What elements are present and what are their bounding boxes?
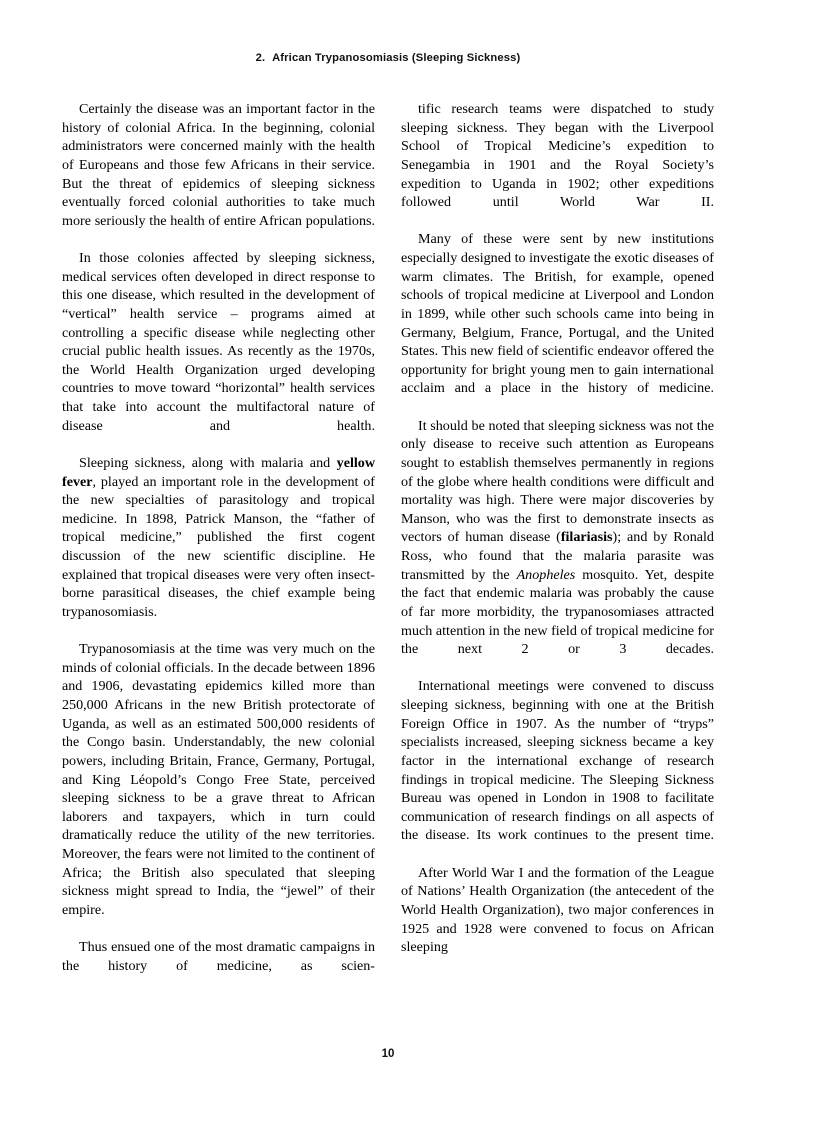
paragraph: After World War I and the formation of the League of Nations’ Health Organization (the antecedent of the World Health Organization), two major conferences in 1925 and 1928 were convened to focus on African sleeping	[401, 864, 714, 956]
right-text-column	[401, 100, 714, 1030]
paragraph: Certainly the disease was an important factor in the history of colonial Africa. In the beginning, colonial administrators were concerned mainly with the health of Europeans and those few Africans in their service. But the threat of epidemics of sleeping sickness eventually forced colonial authorities to take much more seriously the health of entire African populations.	[62, 101, 375, 229]
paragraph	[401, 417, 714, 678]
chapter-number: 2.	[255, 52, 266, 64]
paragraph: Many of these were sent by new institutions especially designed to investigate the exotic diseases of warm climates. The British, for example, opened schools of tropical medicine at Liverpool and London in 1899, while other such schools came into being in Germany, Belgium, France, Portugal, and the United States. This new field of scientific endeavor offered the opportunity for bright young men to gain international acclaim and a place in the history of medicine.	[401, 231, 714, 397]
page-number: 10	[381, 1048, 395, 1060]
paragraph: Thus ensued one of the most dramatic campaigns in the history of medicine, as scien-	[62, 939, 375, 974]
text-run: , played an important role in the development of the new specialties of parasitology and tropical medicine. In 1898, Patrick Manson, the “father of tropical medicine,” published the first cogent discussion of the new scientific discipline. He explained that tropical diseases were very often insect-borne parasitical diseases, the chief example being trypanosomiasis.	[62, 473, 375, 620]
left-text-column	[62, 100, 375, 1030]
bold-term: filariasis	[560, 529, 613, 546]
paragraph: tific research teams were dispatched to study sleeping sickness. They began with the Liverpool School of Tropical Medicine’s expedition to Senegambia in 1901 and the Royal Society’s expedition to Uganda in 1902; other expeditions followed until World War II.	[401, 101, 714, 211]
text-run: It should be noted that sleeping sickness was not the only disease to receive such attention as Europeans sought to establish themselves permanently in regions of the globe where health conditions were difficult and mortality was high. There were major discoveries by Manson, who was the first to demonstrate insects as vectors of human disease (	[401, 417, 714, 546]
bold-term: yellow fever	[62, 454, 375, 490]
paragraph: In those colonies affected by sleeping sickness, medical services often developed in direct response to this one disease, which resulted in the development of “vertical” health service – programs aimed at controlling a specific disease while neglecting other crucial public health issues. As recently as the 1970s, the World Health Organization urged developing countries to move toward “horizontal” health services that take into account the multifactoral nature of disease and health.	[62, 250, 375, 434]
paragraph: International meetings were convened to discuss sleeping sickness, beginning with one at the British Foreign Office in 1907. As the number of “tryps” specialists increased, sleeping sickness became a key factor in the international exchange of research findings in tropical medicine. The Sleeping Sickness Bureau was opened in London in 1908 to facilitate communication of research findings on all aspects of the disease. Its work continues to the present time.	[401, 678, 714, 844]
italic-term: Anopheles	[516, 566, 576, 583]
body-columns	[62, 100, 714, 1030]
text-run: ); and by Ronald Ross, who found that the malaria parasite was transmitted by the	[401, 529, 714, 583]
paragraph: Trypanosomiasis at the time was very much on the minds of colonial officials. In the decade between 1896 and 1906, devastating epidemics killed more than 250,000 Africans in the new British protectorate of Uganda, as well as an estimated 500,000 residents of the Congo basin. Understandably, the new colonial powers, including Britain, France, Germany, Portugal, and King Léopold’s Congo Free State, perceived sleeping sickness to be a grave threat to African laborers and taxpayers, which in turn could dramatically reduce the utility of the new territories. Moreover, the fears were not limited to the continent of Africa; the British also speculated that sleeping sickness might spread to India, the “jewel” of their empire.	[62, 641, 375, 918]
running-head	[62, 52, 714, 64]
text-run: mosquito. Yet, despite the fact that endemic malaria was probably the cause of far more morbidity, the trypanosomiases attracted much attention in the new field of tropical medicine for the next 2 or 3 decades.	[401, 566, 714, 658]
paragraph	[62, 454, 375, 640]
chapter-title: African Trypanosomiasis (Sleeping Sickness)	[272, 52, 521, 64]
text-run: Sleeping sickness, along with malaria and	[79, 454, 337, 471]
